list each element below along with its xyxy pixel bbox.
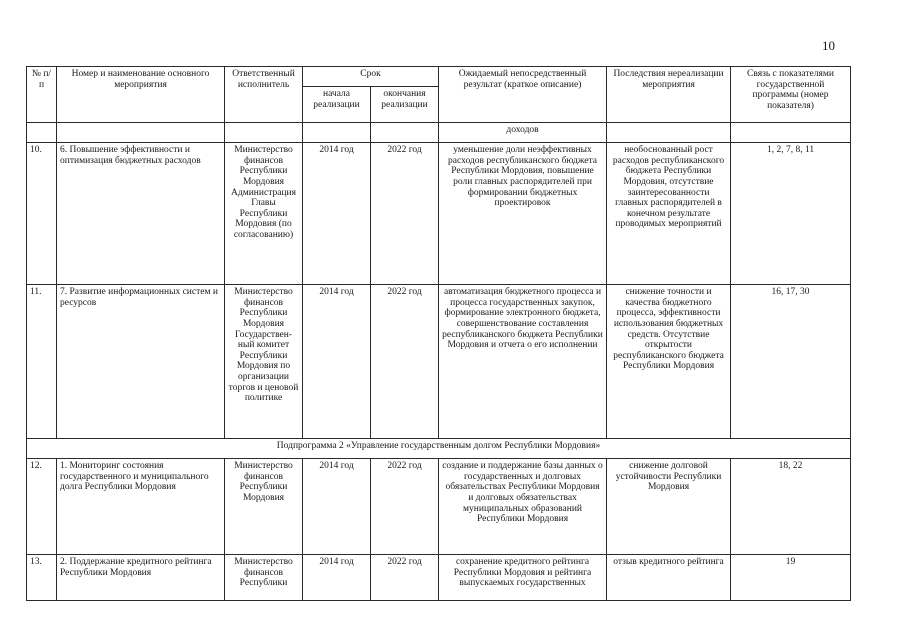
row-name: 7. Развитие информационных систем и ресурсов xyxy=(57,285,225,439)
row-executor: Министерство финансов Республики xyxy=(225,555,303,601)
header-consequences: Последствия нереализации мероприятия xyxy=(607,67,731,123)
row-consequences: снижение долговой устойчивости Республики Мордовия xyxy=(607,459,731,555)
row-start: 2014 год xyxy=(303,459,371,555)
table-row xyxy=(27,459,851,555)
row-consequences: необоснованный рост расходов республиканского бюджета Республики Мордовия, отсутствие заинтересованности главных распорядителей в конечном результате проводимых мероприятий xyxy=(607,143,731,285)
row-name: 6. Повышение эффективности и оптимизация бюджетных расходов xyxy=(57,143,225,285)
header-end: окончания реализации xyxy=(371,87,439,123)
header-name: Номер и наименование основного мероприятия xyxy=(57,67,225,123)
row-end: 2022 год xyxy=(371,459,439,555)
header-result: Ожидаемый непосредственный результат (краткое описание) xyxy=(439,67,607,123)
continuation-result: доходов xyxy=(439,123,607,143)
header-link: Связь с показателями государственной программы (номер показателя) xyxy=(731,67,851,123)
row-end: 2022 год xyxy=(371,285,439,439)
header-start: начала реализации xyxy=(303,87,371,123)
row-executor: Министерство финансов Республики Мордовия Администрация Главы Республики Мордовия (по согласованию) xyxy=(225,143,303,285)
header-num: № п/п xyxy=(27,67,57,123)
row-result: сохранение кредитного рейтинга Республики Мордовия и рейтинга выпускаемых государственных xyxy=(439,555,607,601)
row-result: автоматизация бюджетного процесса и процесса государственных закупок, формирование электронного бюджета, совершенствование составления республиканского бюджета Республики Мордовия и отчета о его исполнении xyxy=(439,285,607,439)
row-consequences: отзыв кредитного рейтинга xyxy=(607,555,731,601)
header-executor: Ответственный исполнитель xyxy=(225,67,303,123)
table-row xyxy=(27,555,851,601)
row-start: 2014 год xyxy=(303,555,371,601)
row-executor: Министерство финансов Республики Мордовия Государствен-ный комитет Республики Мордовия по организации торгов и ценовой политике xyxy=(225,285,303,439)
subprogram-row xyxy=(27,439,851,459)
continuation-row xyxy=(27,123,851,143)
row-result: создание и поддержание базы данных о государственных и долговых обязательствах Республики Мордовия и долговых обязательствах муниципальных образований Республики Мордовия xyxy=(439,459,607,555)
row-start: 2014 год xyxy=(303,285,371,439)
table-row xyxy=(27,285,851,439)
row-executor: Министерство финансов Республики Мордовия xyxy=(225,459,303,555)
row-link: 16, 17, 30 xyxy=(731,285,851,439)
program-activities-table xyxy=(26,66,851,601)
header-period: Срок xyxy=(303,67,439,87)
row-end: 2022 год xyxy=(371,555,439,601)
row-link: 1, 2, 7, 8, 11 xyxy=(731,143,851,285)
row-name: 2. Поддержание кредитного рейтинга Республики Мордовия xyxy=(57,555,225,601)
row-link: 19 xyxy=(731,555,851,601)
row-name: 1. Мониторинг состояния государственного и муниципального долга Республики Мордовия xyxy=(57,459,225,555)
row-result: уменьшение доли неэффективных расходов республиканского бюджета Республики Мордовия, повышение роли главных распорядителей при формировании бюджетных проектировок xyxy=(439,143,607,285)
row-num: 10. xyxy=(27,143,57,285)
row-num: 13. xyxy=(27,555,57,601)
page-number: 10 xyxy=(822,38,835,53)
row-num: 11. xyxy=(27,285,57,439)
row-link: 18, 22 xyxy=(731,459,851,555)
row-start: 2014 год xyxy=(303,143,371,285)
row-end: 2022 год xyxy=(371,143,439,285)
subprogram-title: Подпрограмма 2 «Управление государственным долгом Республики Мордовия» xyxy=(27,439,851,459)
row-num: 12. xyxy=(27,459,57,555)
row-consequences: снижение точности и качества бюджетного процесса, эффективности использования бюджетных средств. Отсутствие открытости республиканского бюджета Республики Мордовия xyxy=(607,285,731,439)
table-row xyxy=(27,143,851,285)
